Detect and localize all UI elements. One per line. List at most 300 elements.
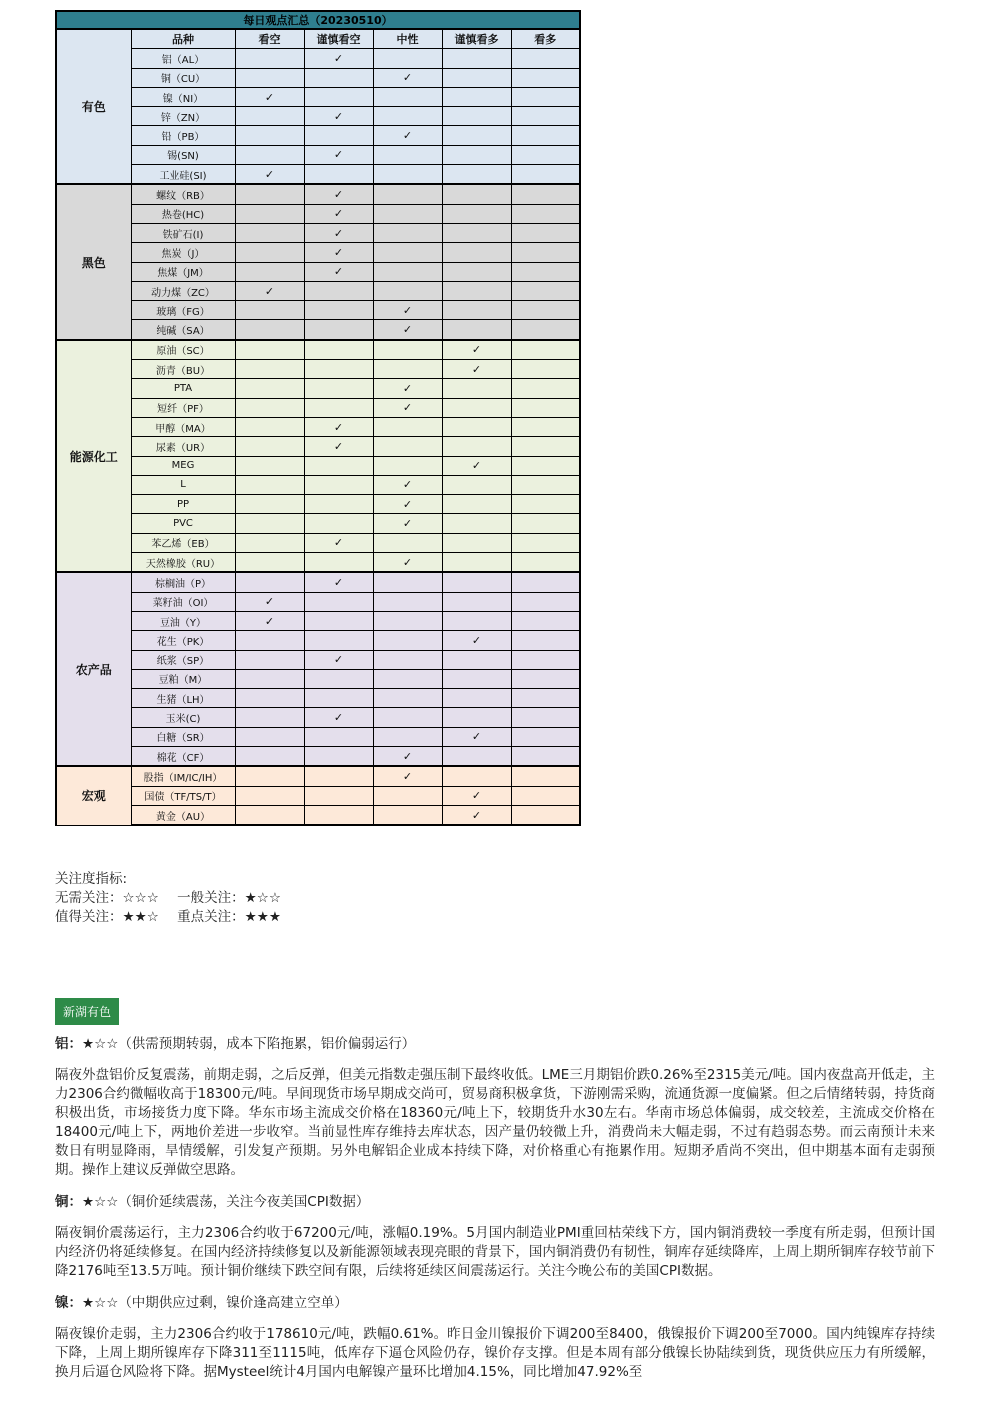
table-row: [56, 107, 580, 126]
view-cell: [442, 514, 511, 533]
table-row: [56, 126, 580, 145]
commodity-name: 锡(SN): [131, 145, 235, 164]
view-cell: [373, 689, 442, 708]
view-cell: [235, 281, 304, 300]
check-mark-icon: ✓: [402, 129, 413, 143]
view-cell: [235, 417, 304, 436]
view-cell: [373, 379, 442, 398]
view-cell: [235, 805, 304, 825]
table-row: [56, 631, 580, 650]
check-mark-icon: ✓: [333, 420, 344, 434]
view-cell: [442, 766, 511, 786]
commodity-name: 热卷(HC): [131, 204, 235, 223]
view-cell: [373, 495, 442, 514]
legend-item: [177, 908, 281, 927]
table-header-row: [56, 29, 580, 49]
table-row: [56, 340, 580, 360]
table-row: [56, 689, 580, 708]
view-cell: [304, 68, 373, 87]
article-body: 隔夜镍价走弱，主力2306合约收于178610元/吨，跌幅0.61%。昨日金川镍报价下调200至8400，俄镍报价下调200至7000。国内纯镍库存持续下降，上周上期所镍库存下降311至1115吨，低库存下逼仓风险仍存，镍价存支撑。但是本周有部分俄镍长协陆续到货，现货供应压力有所缓解，换月后逼仓风险将下降。据Mysteel统计4月国内电解镍产量环比增加4.15%，同比增加47.92%至: [55, 1326, 935, 1380]
view-cell: [511, 126, 580, 145]
legend-item: [55, 889, 159, 908]
check-mark-icon: ✓: [402, 323, 413, 337]
commodity-name: 铝（AL）: [131, 49, 235, 68]
legend-stars: ★☆☆: [244, 890, 281, 906]
view-cell: [442, 68, 511, 87]
view-cell: [373, 572, 442, 592]
view-cell: [442, 320, 511, 340]
view-cell: [511, 281, 580, 300]
table-row: [56, 301, 580, 320]
view-cell: [511, 572, 580, 592]
table-row: [56, 746, 580, 766]
commodity-name: 甲醇（MA）: [131, 417, 235, 436]
view-cell: [373, 87, 442, 106]
table-row: [56, 68, 580, 87]
commodity-name: 铅（PB）: [131, 126, 235, 145]
view-cell: [511, 320, 580, 340]
view-cell: [304, 223, 373, 242]
table-row: [56, 437, 580, 456]
view-cell: [304, 495, 373, 514]
view-cell: [511, 204, 580, 223]
view-cell: [304, 592, 373, 611]
commodity-name: 短纤（PF）: [131, 398, 235, 417]
view-cell: [511, 184, 580, 204]
article-heading: [55, 1034, 935, 1054]
check-mark-icon: ✓: [333, 711, 344, 725]
table-title-row: [56, 11, 580, 29]
view-cell: [304, 572, 373, 592]
view-cell: [511, 805, 580, 825]
column-header: 看多: [511, 29, 580, 49]
view-cell: [235, 243, 304, 262]
view-cell: [511, 727, 580, 746]
view-cell: [304, 320, 373, 340]
view-cell: [442, 340, 511, 360]
view-cell: [511, 107, 580, 126]
view-cell: [373, 437, 442, 456]
view-cell: [235, 165, 304, 185]
view-cell: [304, 437, 373, 456]
commodity-name: 螺纹（RB）: [131, 184, 235, 204]
view-cell: [511, 611, 580, 630]
view-cell: [304, 805, 373, 825]
check-mark-icon: ✓: [333, 109, 344, 123]
view-cell: [442, 631, 511, 650]
view-cell: [304, 184, 373, 204]
check-mark-icon: ✓: [402, 401, 413, 415]
legend-label: 无需关注：: [55, 890, 123, 906]
view-cell: [373, 475, 442, 494]
commodity-name: PTA: [131, 379, 235, 398]
view-cell: [235, 107, 304, 126]
table-row: [56, 475, 580, 494]
check-mark-icon: ✓: [333, 51, 344, 65]
table-row: [56, 669, 580, 688]
commodity-name: 纸浆（SP）: [131, 650, 235, 669]
view-cell: [511, 766, 580, 786]
check-mark-icon: ✓: [333, 439, 344, 453]
view-cell: [235, 533, 304, 552]
table-row: [56, 456, 580, 475]
view-cell: [235, 49, 304, 68]
group-macro-label: 宏观: [56, 766, 131, 825]
view-cell: [442, 553, 511, 573]
column-header: 看空: [235, 29, 304, 49]
view-cell: [511, 360, 580, 379]
commodity-name: 花生（PK）: [131, 631, 235, 650]
check-mark-icon: ✓: [471, 459, 482, 473]
view-cell: [304, 379, 373, 398]
legend-stars: ★★☆: [122, 909, 159, 925]
view-cell: [442, 727, 511, 746]
view-cell: [304, 766, 373, 786]
view-cell: [304, 650, 373, 669]
view-cell: [304, 727, 373, 746]
table-row: [56, 145, 580, 164]
check-mark-icon: ✓: [264, 167, 275, 181]
legend-item: [55, 908, 159, 927]
check-mark-icon: ✓: [471, 633, 482, 647]
view-cell: [511, 786, 580, 805]
view-cell: [373, 533, 442, 552]
commodity-name: MEG: [131, 456, 235, 475]
view-cell: [304, 708, 373, 727]
view-cell: [373, 456, 442, 475]
table-row: [56, 87, 580, 106]
check-mark-icon: ✓: [333, 265, 344, 279]
view-cell: [373, 340, 442, 360]
section-badge: 新湖有色: [55, 998, 119, 1025]
check-mark-icon: ✓: [471, 362, 482, 376]
view-cell: [511, 145, 580, 164]
view-cell: [235, 379, 304, 398]
view-cell: [235, 223, 304, 242]
view-cell: [235, 631, 304, 650]
view-cell: [511, 746, 580, 766]
view-cell: [442, 243, 511, 262]
view-cell: [511, 514, 580, 533]
check-mark-icon: ✓: [264, 614, 275, 628]
view-cell: [442, 572, 511, 592]
check-mark-icon: ✓: [471, 808, 482, 822]
view-cell: [442, 495, 511, 514]
view-cell: [235, 204, 304, 223]
check-mark-icon: ✓: [333, 536, 344, 550]
view-cell: [235, 514, 304, 533]
view-cell: [304, 262, 373, 281]
view-cell: [304, 204, 373, 223]
table-row: [56, 398, 580, 417]
view-cell: [511, 669, 580, 688]
view-cell: [511, 223, 580, 242]
table-row: [56, 514, 580, 533]
view-cell: [235, 766, 304, 786]
legend-label: 值得关注：: [55, 909, 123, 925]
legend-row: [55, 889, 295, 908]
view-cell: [442, 281, 511, 300]
commodity-name: 焦炭（J）: [131, 243, 235, 262]
view-cell: [373, 107, 442, 126]
view-cell: [373, 514, 442, 533]
check-mark-icon: ✓: [402, 303, 413, 317]
view-cell: [511, 398, 580, 417]
article-body: 隔夜铜价震荡运行，主力2306合约收于67200元/吨，涨幅0.19%。5月国内制造业PMI重回枯荣线下方，国内铜消费较一季度有所走弱，但预计国内经济仍将延续修复。在国内经济持续修复以及新能源领域表现亮眼的背景下，国内铜消费仍有韧性，铜库存延续降库，上周上期所铜库存较节前下降2176吨至13.5万吨。预计铜价继续下跌空间有限，后续将延续区间震荡运行。关注今晚公布的美国CPI数据。: [55, 1225, 935, 1279]
view-cell: [442, 107, 511, 126]
article-heading: [55, 1192, 935, 1212]
legend-item: [177, 889, 281, 908]
group-energy-chemical-label: 能源化工: [56, 340, 131, 573]
view-cell: [373, 243, 442, 262]
check-mark-icon: ✓: [402, 769, 413, 783]
view-cell: [373, 49, 442, 68]
view-cell: [304, 553, 373, 573]
view-cell: [442, 301, 511, 320]
legend-label: 重点关注：: [177, 909, 245, 925]
check-mark-icon: ✓: [264, 595, 275, 609]
view-cell: [373, 262, 442, 281]
legend-label: 一般关注：: [177, 890, 245, 906]
view-cell: [235, 456, 304, 475]
view-cell: [442, 87, 511, 106]
view-cell: [235, 495, 304, 514]
view-cell: [304, 49, 373, 68]
view-cell: [304, 243, 373, 262]
article-stars: ★☆☆: [82, 1295, 119, 1311]
article-stars: ★☆☆: [82, 1036, 119, 1052]
view-cell: [304, 126, 373, 145]
check-mark-icon: ✓: [402, 749, 413, 763]
view-cell: [235, 87, 304, 106]
view-cell: [235, 786, 304, 805]
commodity-name: 股指（IM/IC/IH）: [131, 766, 235, 786]
table-row: [56, 708, 580, 727]
view-cell: [373, 631, 442, 650]
view-cell: [304, 514, 373, 533]
column-header: 谨慎看空: [304, 29, 373, 49]
view-cell: [373, 184, 442, 204]
table-row: [56, 650, 580, 669]
commodity-name: 原油（SC）: [131, 340, 235, 360]
view-cell: [373, 650, 442, 669]
commodity-name: 豆粕（M）: [131, 669, 235, 688]
commentary-articles: [55, 1034, 935, 1394]
view-cell: [442, 49, 511, 68]
view-cell: [304, 145, 373, 164]
check-mark-icon: ✓: [471, 343, 482, 357]
view-cell: [442, 456, 511, 475]
view-cell: [442, 708, 511, 727]
view-cell: [373, 611, 442, 630]
view-cell: [235, 746, 304, 766]
view-cell: [442, 417, 511, 436]
table-row: [56, 243, 580, 262]
view-cell: [511, 49, 580, 68]
table-row: [56, 262, 580, 281]
table-row: [56, 786, 580, 805]
table-row: [56, 553, 580, 573]
view-cell: [442, 165, 511, 185]
view-cell: [373, 398, 442, 417]
view-cell: [511, 553, 580, 573]
commodity-name: 工业硅(SI): [131, 165, 235, 185]
view-cell: [511, 165, 580, 185]
view-cell: [235, 262, 304, 281]
view-cell: [235, 437, 304, 456]
view-cell: [442, 475, 511, 494]
view-cell: [373, 165, 442, 185]
commodity-name: 豆油（Y）: [131, 611, 235, 630]
group-agricultural-label: 农产品: [56, 572, 131, 766]
column-header: 谨慎看多: [442, 29, 511, 49]
table-row: [56, 592, 580, 611]
view-cell: [235, 572, 304, 592]
view-cell: [442, 262, 511, 281]
view-cell: [304, 611, 373, 630]
check-mark-icon: ✓: [402, 555, 413, 569]
view-cell: [235, 727, 304, 746]
article-heading: [55, 1293, 935, 1313]
legend-stars: ☆☆☆: [122, 890, 159, 906]
view-cell: [511, 243, 580, 262]
view-cell: [511, 533, 580, 552]
view-cell: [442, 360, 511, 379]
commodity-name: 棉花（CF）: [131, 746, 235, 766]
view-cell: [304, 746, 373, 766]
table-row: [56, 320, 580, 340]
view-cell: [511, 708, 580, 727]
view-cell: [511, 262, 580, 281]
view-cell: [511, 340, 580, 360]
view-cell: [442, 669, 511, 688]
commodity-name: 动力煤（ZC）: [131, 281, 235, 300]
article-nickel: [55, 1293, 935, 1382]
column-header: 中性: [373, 29, 442, 49]
commodity-name: PP: [131, 495, 235, 514]
check-mark-icon: ✓: [333, 188, 344, 202]
view-cell: [304, 456, 373, 475]
view-cell: [235, 475, 304, 494]
view-cell: [373, 301, 442, 320]
view-cell: [511, 475, 580, 494]
commodity-name: 沥青（BU）: [131, 360, 235, 379]
view-cell: [304, 475, 373, 494]
table-row: [56, 572, 580, 592]
view-cell: [235, 689, 304, 708]
view-cell: [235, 360, 304, 379]
check-mark-icon: ✓: [333, 653, 344, 667]
check-mark-icon: ✓: [402, 381, 413, 395]
view-cell: [442, 398, 511, 417]
article-subtitle: （铜价延续震荡，关注今夜美国CPI数据）: [118, 1194, 370, 1210]
view-cell: [304, 340, 373, 360]
check-mark-icon: ✓: [402, 497, 413, 511]
commodity-name: 玻璃（FG）: [131, 301, 235, 320]
view-cell: [373, 727, 442, 746]
legend-stars: ★★★: [244, 909, 281, 925]
commodity-name: 黄金（AU）: [131, 805, 235, 825]
view-cell: [442, 379, 511, 398]
article-body: 隔夜外盘铝价反复震荡，前期走弱，之后反弹，但美元指数走强压制下最终收低。LME三月期铝价跌0.26%至2315美元/吨。国内夜盘高开低走，主力2306合约微幅收高于18300元/吨。早间现货市场早期成交尚可，贸易商积极拿货，下游刚需采购，流通货源一度偏紧。但之后情绪转弱，持货商积极出货，市场接货力度下降。华东市场主流成交价格在18360元/吨上下，较期货升水30左右。华南市场总体偏弱，成交较差，主流成交价格在18400元/吨上下，两地价差进一步收窄。当前显性库存维持去库状态，因产量仍较微上升，消费尚未大幅走弱，不过有趋弱态势。而云南预计未来数日有明显降雨，旱情缓解，引发复产预期。另外电解铝企业成本持续下降，对价格重心有拖累作用。短期矛盾尚不突出，但中期基本面有走弱预期。操作上建议反弹做空思路。: [55, 1067, 935, 1178]
check-mark-icon: ✓: [333, 207, 344, 221]
view-cell: [235, 398, 304, 417]
article-subtitle: （中期供应过剩，镍价逢高建立空单）: [118, 1295, 348, 1311]
table-row: [56, 204, 580, 223]
view-cell: [304, 165, 373, 185]
view-cell: [304, 301, 373, 320]
table-row: [56, 379, 580, 398]
table-row: [56, 727, 580, 746]
check-mark-icon: ✓: [333, 245, 344, 259]
article-aluminium: [55, 1034, 935, 1180]
group-ferrous-label: 黑色: [56, 184, 131, 339]
view-cell: [235, 145, 304, 164]
view-cell: [511, 417, 580, 436]
commodity-name: 焦煤（JM）: [131, 262, 235, 281]
view-cell: [442, 592, 511, 611]
column-header: 品种: [131, 29, 235, 49]
view-cell: [235, 340, 304, 360]
legend-row: [55, 908, 295, 927]
view-cell: [442, 650, 511, 669]
check-mark-icon: ✓: [402, 71, 413, 85]
view-cell: [235, 592, 304, 611]
check-mark-icon: ✓: [264, 284, 275, 298]
view-cell: [442, 786, 511, 805]
view-cell: [511, 631, 580, 650]
view-cell: [442, 204, 511, 223]
view-cell: [442, 746, 511, 766]
view-cell: [442, 611, 511, 630]
check-mark-icon: ✓: [264, 90, 275, 104]
commodity-name: 苯乙烯（EB）: [131, 533, 235, 552]
table-row: [56, 281, 580, 300]
view-cell: [304, 669, 373, 688]
article-stars: ★☆☆: [82, 1194, 119, 1210]
view-cell: [373, 553, 442, 573]
commodity-name: 纯碱（SA）: [131, 320, 235, 340]
view-cell: [442, 533, 511, 552]
view-cell: [373, 417, 442, 436]
view-cell: [442, 145, 511, 164]
table-row: [56, 533, 580, 552]
commodity-name: 尿素（UR）: [131, 437, 235, 456]
attention-legend: [55, 870, 295, 927]
view-cell: [442, 689, 511, 708]
view-cell: [304, 107, 373, 126]
view-cell: [373, 360, 442, 379]
view-cell: [373, 68, 442, 87]
commodity-name: 镍（NI）: [131, 87, 235, 106]
view-cell: [235, 126, 304, 145]
view-cell: [373, 281, 442, 300]
view-cell: [304, 786, 373, 805]
view-cell: [442, 223, 511, 242]
table-row: [56, 49, 580, 68]
view-cell: [511, 650, 580, 669]
view-cell: [235, 553, 304, 573]
view-cell: [304, 417, 373, 436]
check-mark-icon: ✓: [471, 730, 482, 744]
commodity-name: 铁矿石(I): [131, 223, 235, 242]
commodity-name: 白糖（SR）: [131, 727, 235, 746]
article-name: 铜：: [55, 1194, 82, 1210]
view-cell: [304, 533, 373, 552]
table-row: [56, 223, 580, 242]
view-cell: [235, 650, 304, 669]
article-name: 铝：: [55, 1036, 82, 1052]
